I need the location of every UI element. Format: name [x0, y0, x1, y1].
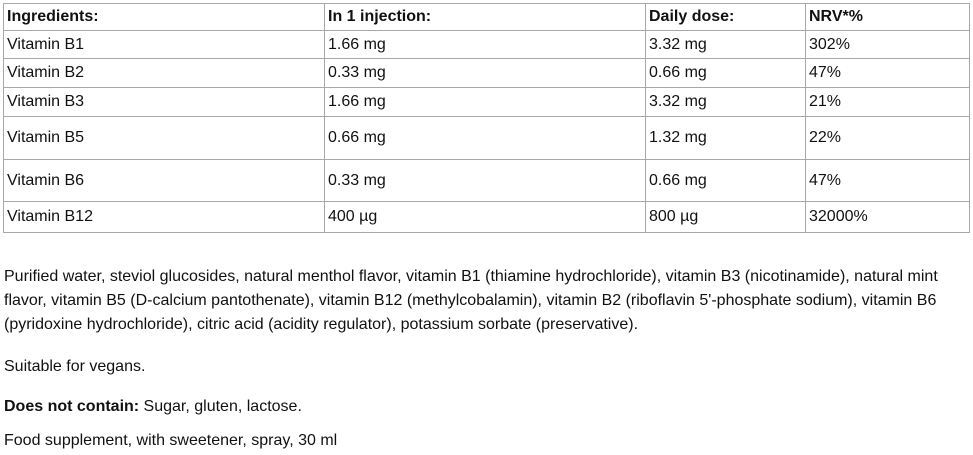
does-not-contain-value: Sugar, gluten, lactose. — [139, 398, 302, 415]
cell-nrv: 47% — [806, 160, 970, 202]
cell-nrv: 22% — [806, 117, 970, 160]
composition-text: Purified water, steviol glucosides, natural menthol flavor, vitamin B1 (thiamine hydrochloride), vitamin B3 (nicotinamide), natural mint flavor, vitamin B5 (D-calcium pantothenate), vitamin B12 (methylcobalamin), vitamin B2 (riboflavin 5'-phosphate sodium), vitamin B6 (pyridoxine hydrochloride), citric acid (acidity regulator), potassium sorbate (preservative). — [4, 268, 938, 333]
table-row — [4, 160, 970, 202]
cell-per-injection: 0.33 mg — [325, 59, 646, 88]
product-description: Food supplement, with sweetener, spray, 30 ml — [4, 432, 338, 449]
cell-per-injection: 1.66 mg — [325, 88, 646, 117]
cell-nrv: 32000% — [806, 202, 970, 233]
table-row — [4, 88, 970, 117]
cell-ingredient: Vitamin B3 — [4, 88, 325, 117]
does-not-contain-label: Does not contain: — [4, 398, 140, 415]
cell-ingredient: Vitamin B6 — [4, 160, 325, 202]
cell-daily-dose: 3.32 mg — [646, 88, 806, 117]
cell-per-injection: 0.66 mg — [325, 117, 646, 160]
table-row — [4, 31, 970, 59]
table-row — [4, 117, 970, 160]
nutrition-table-container — [3, 3, 969, 233]
table-row — [4, 202, 970, 233]
vegan-note: Suitable for vegans. — [4, 358, 146, 375]
cell-ingredient: Vitamin B12 — [4, 202, 325, 233]
cell-daily-dose: 3.32 mg — [646, 31, 806, 59]
cell-ingredient: Vitamin B2 — [4, 59, 325, 88]
nutrition-table — [3, 3, 970, 233]
header-ingredients: Ingredients: — [4, 4, 325, 31]
table-row — [4, 59, 970, 88]
cell-daily-dose: 1.32 mg — [646, 117, 806, 160]
cell-daily-dose: 0.66 mg — [646, 160, 806, 202]
table-header-row — [4, 4, 970, 31]
cell-per-injection: 0.33 mg — [325, 160, 646, 202]
cell-nrv: 47% — [806, 59, 970, 88]
header-per-injection: In 1 injection: — [325, 4, 646, 31]
cell-nrv: 21% — [806, 88, 970, 117]
cell-daily-dose: 0.66 mg — [646, 59, 806, 88]
cell-per-injection: 400 µg — [325, 202, 646, 233]
header-daily-dose: Daily dose: — [646, 4, 806, 31]
header-nrv: NRV*% — [806, 4, 970, 31]
cell-nrv: 302% — [806, 31, 970, 59]
cell-ingredient: Vitamin B5 — [4, 117, 325, 160]
cell-ingredient: Vitamin B1 — [4, 31, 325, 59]
does-not-contain — [4, 395, 970, 419]
cell-daily-dose: 800 µg — [646, 202, 806, 233]
cell-per-injection: 1.66 mg — [325, 31, 646, 59]
